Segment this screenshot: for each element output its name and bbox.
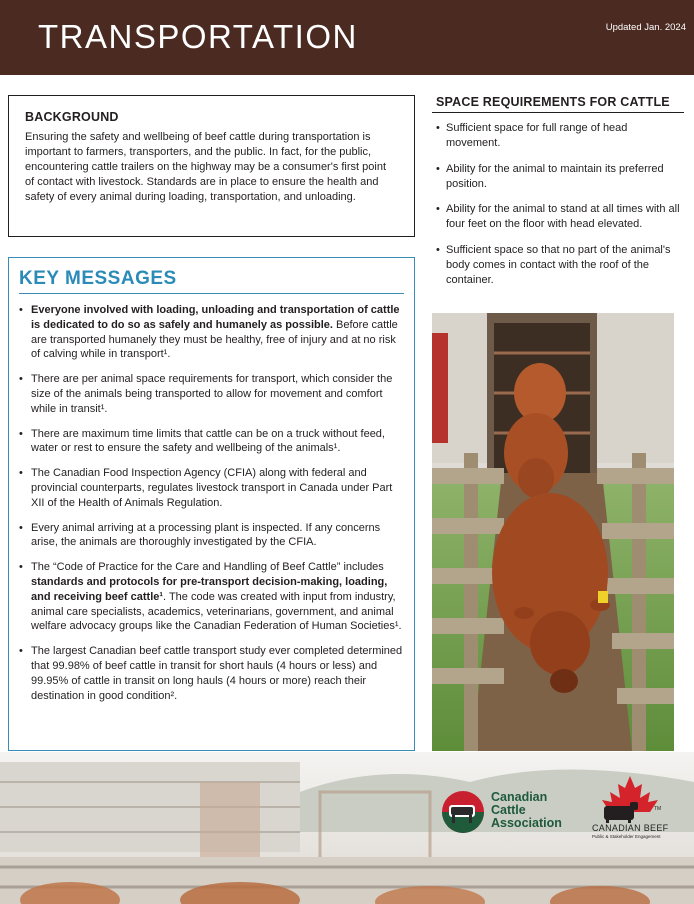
background-section xyxy=(8,95,415,237)
background-title: BACKGROUND xyxy=(25,110,119,124)
updated-date: Updated Jan. 2024 xyxy=(605,22,686,33)
page-header xyxy=(0,0,694,75)
list-item: • There are maximum time limits that cattle can be on a truck without feed, water or rest to ensure the safety and wellbeing of the animals¹. xyxy=(19,427,404,457)
list-item: • The largest Canadian beef cattle transport study ever completed determined that 99.98% of beef cattle in transit for short hauls (4 hours or less) and 99.95% of cattle in transit on long hauls (4 hours or more) reach their destination in good condition². xyxy=(19,644,404,703)
key-messages-list xyxy=(19,303,404,703)
space-requirements-list xyxy=(436,121,684,299)
cca-logo-text: Canadian Cattle Association xyxy=(491,790,562,830)
background-text: Ensuring the safety and wellbeing of beef cattle during transportation is important to farmers, transporters, and the public. In fact, for the public, encountering cattle trailers on the highway may be a consumer's first point of contact with livestock. Standards are in place to ensure the health and safety of every animal during loading, transportation, and unloading. xyxy=(25,131,387,203)
list-item: • Ability for the animal to maintain its preferred position. xyxy=(436,162,684,193)
page-title: TRANSPORTATION xyxy=(38,18,358,55)
key-messages-section xyxy=(8,257,415,751)
cattle-chute-photo xyxy=(432,313,674,751)
list-item: • The “Code of Practice for the Care and Handling of Beef Cattle” includes standards and protocols for pre-transport decision-making, loading, and receiving beef cattle¹. The code was created with input from industry, animal care specialists, academics, veterinarians, government, and animal welfare advocacy groups like the Canadian Federation of Human Societies¹. xyxy=(19,560,404,634)
cattle-chute-illustration xyxy=(432,313,674,751)
svg-text:TM: TM xyxy=(654,806,662,812)
section-divider xyxy=(432,112,684,113)
space-requirements-title: SPACE REQUIREMENTS FOR CATTLE xyxy=(436,95,670,109)
list-item: • Everyone involved with loading, unloading and transportation of cattle is dedicated to do so as safely and humanely as possible. Before cattle are transported humanely they must be healthy, free of injury and at no risk of calving while in transport¹. xyxy=(19,303,404,362)
list-item: • Every animal arriving at a processing plant is inspected. If any concerns arise, the animals are thoroughly investigated by the CFIA. xyxy=(19,521,404,551)
canadian-beef-name: CANADIAN BEEF xyxy=(592,823,669,833)
canadian-beef-subtitle: Public & Stakeholder Engagement xyxy=(592,834,661,839)
key-messages-title: KEY MESSAGES xyxy=(19,268,404,294)
list-item: • Sufficient space for full range of head movement. xyxy=(436,121,684,152)
list-item: • Sufficient space so that no part of the animal's body comes in contact with the roof of the container. xyxy=(436,243,684,289)
list-item: • Ability for the animal to stand at all times with all four feet on the floor with head elevated. xyxy=(436,202,684,233)
list-item: • There are per animal space requirements for transport, which consider the size of the animals being transported to allow for movement and comfort while in transit¹. xyxy=(19,372,404,416)
bull-silhouette-icon xyxy=(604,806,634,820)
list-item: • The Canadian Food Inspection Agency (CFIA) along with federal and provincial counterparts, regulates livestock transport in Canada under Part XII of the Health of Animals Regulation. xyxy=(19,466,404,510)
